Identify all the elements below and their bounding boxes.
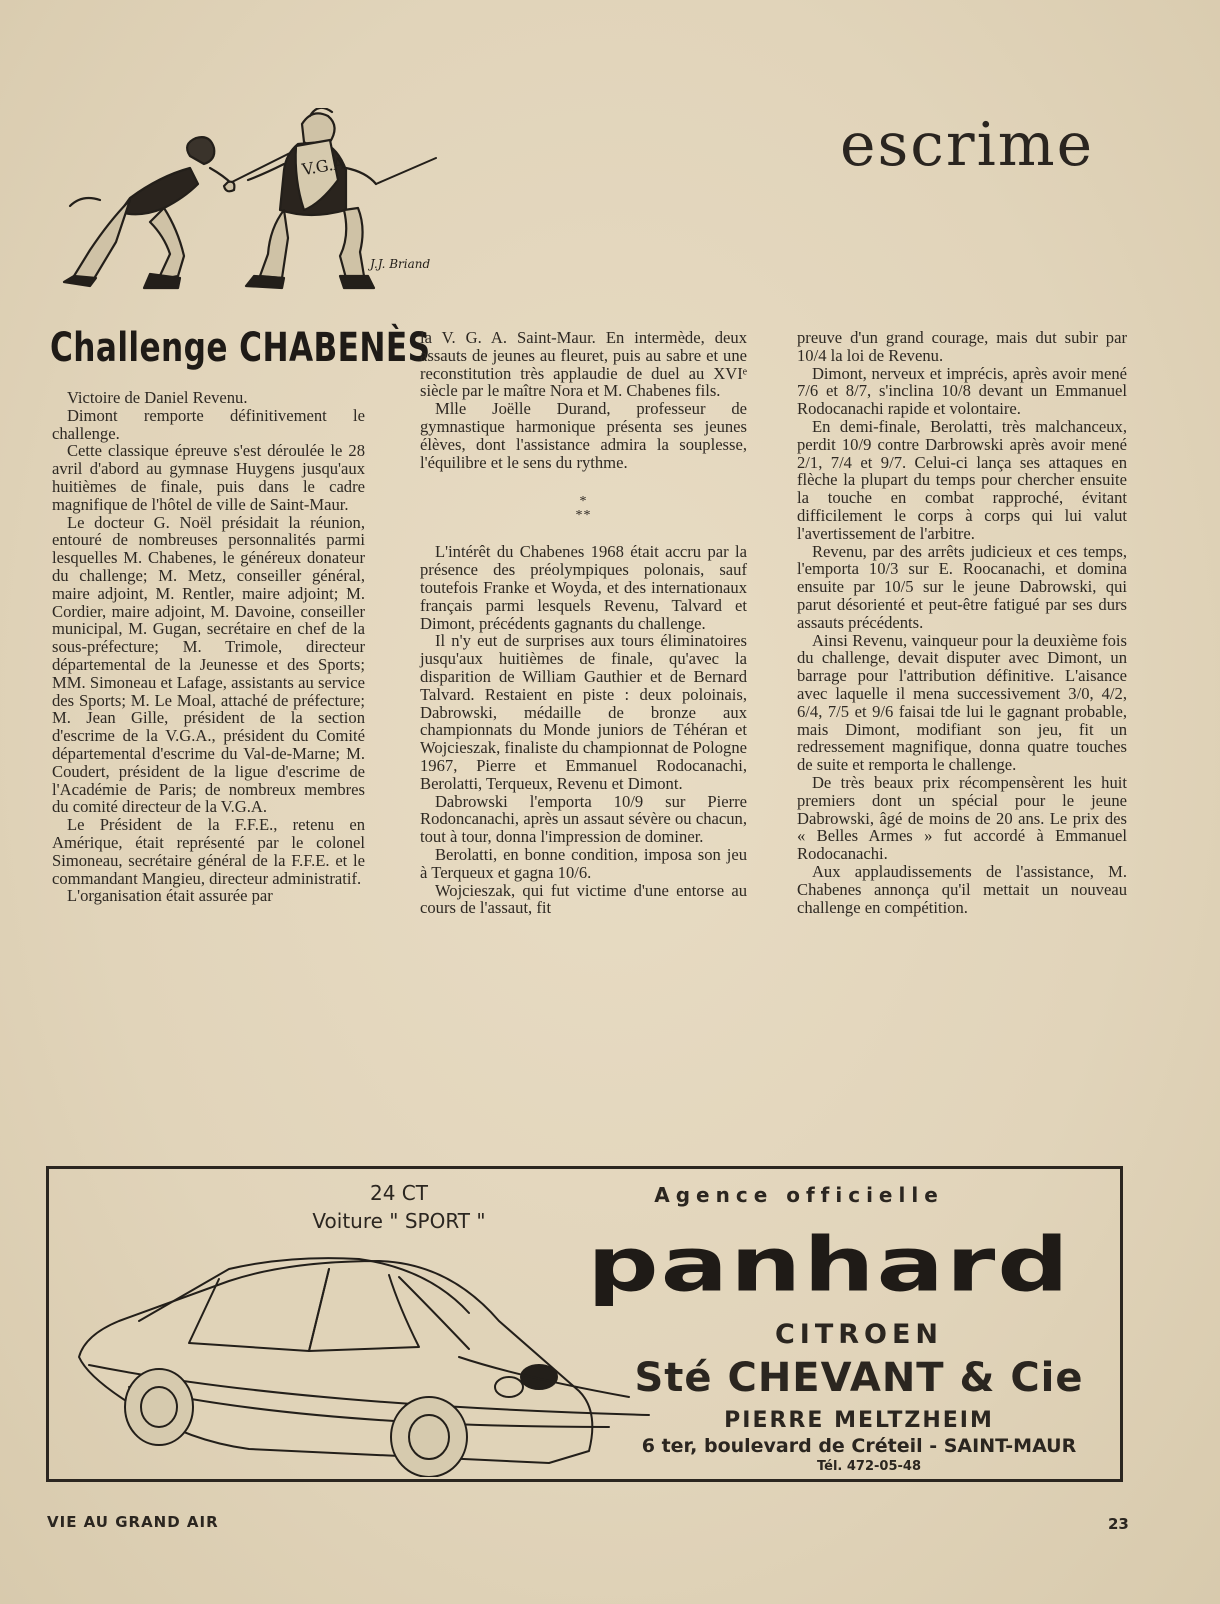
article-paragraph: Dimont, nerveux et imprécis, après avoir mené 7/6 et 8/7, s'inclina 10/8 devant un Emmanuel Rodocanachi rapide et volontaire. <box>797 363 1127 419</box>
article-paragraph: Dimont remporte définitivement le challenge. <box>52 405 365 443</box>
article-paragraph: Il n'y eut de surprises aux tours éliminatoires jusqu'aux huitièmes de finale, qu'avec la disparition de William Gauthier et de Bernard Talvard. Restaient en piste : deux poloinais, Dabrowski, médaille de bronze aux championnats du Monde juniors de Téhéran et Wojcieszak, finaliste du championnat de Pologne 1967, Pierre et Emmanuel Rodocanachi, Berolatti, Terqueux, Revenu et Dimont. <box>420 631 747 793</box>
article-paragraph: Wojcieszak, qui fut victime d'une entorse au cours de l'assaut, fit <box>420 880 747 918</box>
ad-phone: Tél. 472-05-48 <box>817 1459 921 1474</box>
ad-model-line1: 24 CT <box>370 1181 428 1205</box>
asterism: * ** <box>575 494 592 524</box>
artist-signature: J.J. Briand <box>370 257 431 271</box>
panhard-advertisement <box>46 1166 1123 1482</box>
article-paragraph: Ainsi Revenu, vainqueur pour la deuxième fois du challenge, devait disputer avec Dimont, un barrage pour l'attribution définitive. L'aisance avec laquelle il mena successivement 3/0, 4/2, 6/4, 7/5 et 9/6 faisai tde lui le gagnant probable, mais Dimont, modifiant son jeu, fit un redressement magnifique, donna quatre touches de suite et remporta le challenge. <box>797 630 1127 775</box>
article-paragraph: la V. G. A. Saint-Maur. En intermède, deux assauts de jeunes au fleuret, puis au sabre et une reconstitution très applaudie de duel au XVIᵉ siècle par le maître Nora et M. Chabenes fils. <box>420 328 747 401</box>
section-title: escrime <box>840 110 1095 180</box>
fencers-illustration <box>40 108 450 293</box>
article-column-1 <box>52 389 365 905</box>
ad-agency-label: Agence officielle <box>654 1183 944 1207</box>
article-paragraph: De très beaux prix récompensèrent les huit premiers dont un spécial pour le jeune Dabrowski, âgé de moins de 20 ans. Le prix des « Belles Armes » fut accordé à Emmanuel Rodocanachi. <box>797 772 1127 864</box>
ad-company-name: Sté CHEVANT & Cie <box>634 1355 1084 1401</box>
ad-model-text <box>259 1179 539 1235</box>
article-paragraph: Mlle Joëlle Durand, professeur de gymnastique harmonique présenta ses jeunes élèves, dont l'assistance admira la souplesse, l'équilibre et le sens du rythme. <box>420 399 747 472</box>
page-number: 23 <box>1108 1515 1129 1533</box>
article-paragraph: En demi-finale, Berolatti, très malchanceux, perdit 10/9 contre Darbrowski après avoir mené 2/1, 7/4 et 9/7. Celui-ci lança ses attaques en flèche la plupart du temps pour chercher ensuite la touche en combat rapproché, évitant difficilement le corps à corps qui lui valut l'avertissement de l'arbitre. <box>797 416 1127 543</box>
ad-address: 6 ter, boulevard de Créteil - SAINT-MAUR <box>641 1435 1077 1457</box>
panhard-logo <box>549 1199 1109 1319</box>
article-paragraph: Revenu, par des arrêts judicieux et ces temps, l'emporta 10/3 sur E. Roocanachi, et domina ensuite par 10/5 sur le jeune Dabrowski, qui parut désorienté et peut-être fatigué par ses durs assauts précédents. <box>797 541 1127 632</box>
brand-wordmark: panhard <box>587 1220 1071 1309</box>
article-paragraph: L'intérêt du Chabenes 1968 était accru par la présence des préolympiques polonais, sauf toutefois Franke et Woyda, et des internationaux français parmi lesquels Revenu, Talvard et Dimont, précédents gagnants du challenge. <box>420 542 747 633</box>
article-paragraph: Aux applaudissements de l'assistance, M. Chabenes annonça qu'il mettait un nouveau challenge en compétition. <box>797 861 1127 917</box>
section-separator <box>420 495 747 523</box>
article-column-3 <box>797 329 1127 916</box>
article-title: Challenge CHABENÈS <box>50 325 431 371</box>
article-paragraph: Le Président de la F.F.E., retenu en Amérique, était représenté par le colonel Simoneau, secrétaire général de la F.F.E. et le commandant Mangieu, directeur administratif. <box>52 815 365 888</box>
shield-text: V.G.A <box>300 153 346 180</box>
article-paragraph: Le docteur G. Noël présidait la réunion, entouré de nombreuses personnalités parmi lesquelles M. Chabenes, le généreux donateur du challenge; M. Metz, conseiller général, maire adjoint, M. Rentler, maire adjoint; M. Cordier, maire adjoint, M. Davoine, conseiller municipal, M. Gugan, secrétaire en chef de la sous-préfecture; M. Trimole, directeur départemental de la Jeunesse et des Sports; MM. Simoneau et Lafage, assistants au service des Sports; M. Le Moal, attaché de préfecture; M. Jean Gille, président de la section d'escrime de la V.G.A., président du Comité départemental d'escrime du Val-de-Marne; M. Coudert, président de la ligue d'escrime de l'Académie de Paris; de nombreux membres du comité directeur de la V.G.A. <box>52 512 365 817</box>
article-paragraph: L'organisation était assurée par <box>66 886 273 906</box>
article-paragraph: Victoire de Daniel Revenu. <box>66 388 248 407</box>
article-column-2 <box>420 329 747 917</box>
ad-owner-name: PIERRE MELTZHEIM <box>724 1408 994 1433</box>
article-paragraph: Berolatti, en bonne condition, imposa son jeu à Terqueux et gagna 10/6. <box>420 844 747 882</box>
ad-citroen: CITROEN <box>774 1319 944 1350</box>
article-paragraph: Dabrowski l'emporta 10/9 sur Pierre Rodoncanachi, après un assaut sévère ou chacun, tout à tour, donna l'impression de dominer. <box>420 791 747 847</box>
ad-model-line2: Voiture " SPORT " <box>312 1209 486 1233</box>
article-paragraph: preuve d'un grand courage, mais dut subir par 10/4 la loi de Revenu. <box>797 328 1127 365</box>
publication-name: VIE AU GRAND AIR <box>47 1513 219 1531</box>
article-paragraph: Cette classique épreuve s'est déroulée le 28 avril d'abord au gymnase Huygens jusqu'aux huitièmes de finale, puis dans le cadre magnifique de l'hôtel de ville de Saint-Maur. <box>52 441 365 514</box>
